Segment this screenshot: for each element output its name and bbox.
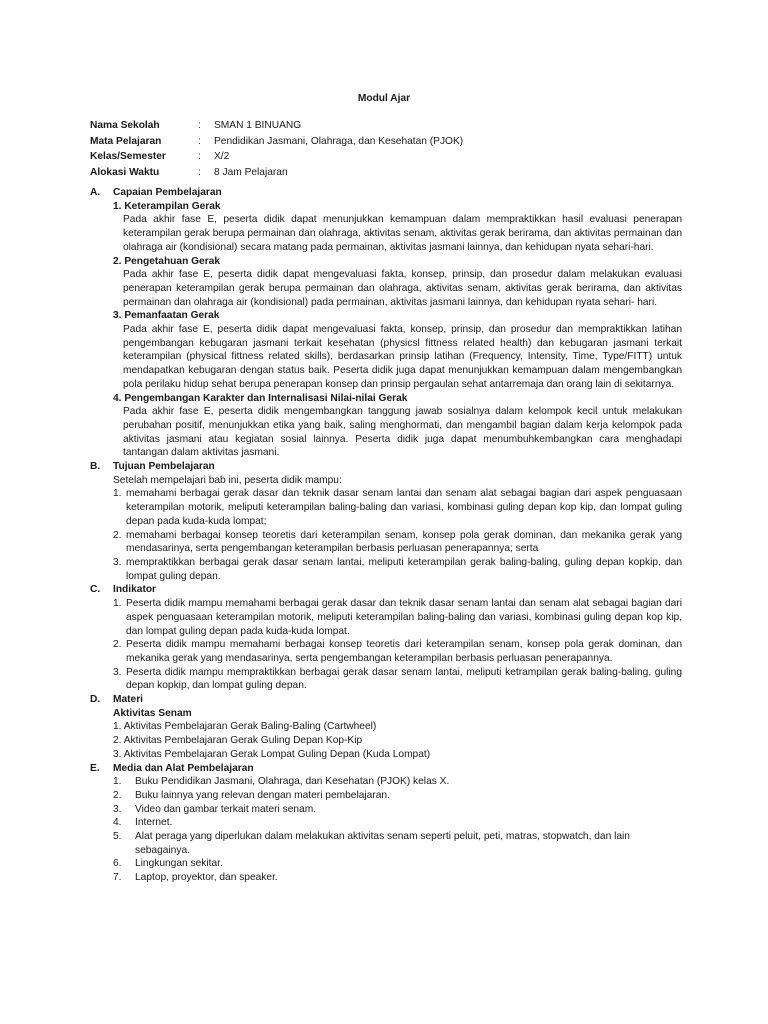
list-number: 3. [113, 803, 122, 815]
list-item [113, 871, 682, 885]
list-number: 3. [113, 556, 122, 568]
list-text: Peserta didik mampu memahami berbagai konsep teoretis dari keterampilan senam, konsep pola gerak dominan, dan mekanika gerak yang mendasarinya, serta pengembangan keterampilan berbasis perluasan penerapannya. [126, 639, 682, 664]
section-heading [90, 693, 682, 707]
list-item [113, 789, 682, 803]
list-item [113, 638, 682, 665]
section-title: Capaian Pembelajaran [113, 187, 222, 198]
material-item: 3. Aktivitas Pembelajaran Gerak Lompat Guling Depan (Kuda Lompat) [113, 748, 431, 760]
identity-separator: : [198, 166, 201, 178]
section-heading [90, 186, 682, 200]
subsection-text: Pada akhir fase E, peserta didik dapat mengevaluasi fakta, konsep, prinsip, dan prosedur dan mempraktikkan latihan pengembangan kebugaran jasmani terkait kesehatan (physicsl fittness related health) dan kebugaran jasmani terkait keterampilan (physical fittness related skills), berdasarkan prinsip latihan (Frequency, Intensity, Time, Type/FITT) untuk mendapatkan kebugaran dengan status baik. Peserta didik juga dapat menunjukkan kemampuan dalam mengembangkan pola perilaku hidup sehat berupa penerapan konsep dan prinsip pergaulan sehat antarremaja dan orang lain di sekitarnya. [123, 324, 682, 390]
media-list [113, 775, 682, 885]
indicator-list [113, 597, 682, 693]
identity-label: Mata Pelajaran [90, 135, 162, 147]
list-item [113, 487, 682, 528]
identity-row [90, 165, 463, 181]
section-letter: B. [90, 461, 101, 473]
list-text: memahami berbagai gerak dasar dan teknik dasar senam lantai dan senam alat sebagai bagian dari aspek penguasaan keterampilan motorik, meliputi keterampilan baling-baling dan variasi, kombinasi guling depan kop kip, dan lompat guling depan pada kuda-kuda lompat; [126, 488, 682, 527]
list-item [113, 857, 682, 871]
list-item [113, 666, 682, 693]
list-item [113, 830, 682, 857]
list-item [113, 816, 682, 830]
identity-label: Alokasi Waktu [90, 166, 160, 178]
section-letter: E. [90, 762, 100, 774]
list-item [113, 597, 682, 638]
identity-separator: : [198, 120, 201, 131]
section-letter: C. [90, 584, 101, 596]
section-heading [90, 460, 682, 474]
list-number: 2. [113, 639, 122, 651]
subsection-title: 2. Pengetahuan Gerak [113, 255, 221, 267]
list-number: 2. [113, 529, 122, 541]
section-letter: A. [90, 187, 101, 198]
list-number: 1. [113, 598, 122, 610]
list-number: 2. [113, 789, 122, 801]
identity-value: Pendidikan Jasmani, Olahraga, dan Kesehatan (PJOK) [214, 135, 464, 147]
section-title: Tujuan Pembelajaran [113, 461, 215, 473]
section-letter: D. [90, 694, 101, 706]
list-item [113, 803, 682, 817]
objective-list [113, 487, 682, 583]
list-text: Buku lainnya yang relevan dengan materi pembelajaran. [135, 789, 390, 801]
subsection-text: Pada akhir fase E, peserta didik dapat mengevaluasi fakta, konsep, prinsip, dan prosedur dalam melakukan evaluasi penerapan keterampilan gerak berupa permainan dan olahraga, aktivitas senam, aktivitas gerak berirama, dan aktivitas permainan dan olahraga air (kondisional) pada permainan, aktivitas jasmani lainnya, dan kehidupan nyata sehari- hari. [123, 269, 682, 308]
identity-value: 8 Jam Pelajaran [214, 166, 288, 178]
list-item [113, 556, 682, 583]
list-text: Peserta didik mampu mempraktikkan berbagai gerak dasar senam lantai, meliputi ketrampilan gerak baling-baling, guling depan kopkip, dan lompat guling depan. [126, 666, 682, 692]
list-number: 1. [113, 488, 122, 500]
subsection-text: Pada akhir fase E, peserta didik mengembangkan tanggung jawab sosialnya dalam kelompok kecil untuk melakukan perubahan positif, menunjukkan etika yang baik, saling menghormati, dan mengambil bagian dalam kerja kelompok pada aktivitas jasmani atau kegiatan sosial lainnya. Peserta didik juga dapat menumbuhkembangkan cara menghadapi tantangan dalam aktivitas jasmani. [123, 406, 682, 459]
identity-label: Nama Sekolah [90, 120, 160, 131]
list-text: Lingkungan sekitar. [135, 858, 223, 870]
identity-block [90, 118, 463, 180]
subsection-text: Pada akhir fase E, peserta didik dapat menunjukkan kemampuan dalam mempraktikkan hasil evaluasi penerapan keterampilan gerak berupa permainan dan olahraga, aktivitas senam, aktivitas gerak berirama, dan aktivitas permainan dan olahraga air (kondisional) secara matang pada permainan, aktivitas jasmani lainnya, dan kehidupan nyata sehari-hari. [123, 214, 682, 253]
list-number: 3. [113, 666, 122, 678]
section-title: Materi [113, 694, 144, 706]
subsection-title: 4. Pengembangan Karakter dan Internalisasi Nilai-nilai Gerak [113, 392, 408, 404]
list-text: Internet. [135, 817, 173, 829]
section-heading [90, 762, 682, 776]
subsection-title: Aktivitas Senam [113, 707, 192, 719]
list-text: memahami berbagai konsep teoretis dari keterampilan senam, konsep pola gerak dominan, dan mekanika gerak yang mendasarinya, serta pengembangan keterampilan berbasis perluasan penerapannya; serta [126, 529, 682, 555]
section-intro: Setelah mempelajari bab ini, peserta didik mampu: [113, 474, 342, 486]
list-number: 7. [113, 872, 122, 884]
list-text: Alat peraga yang diperlukan dalam melakukan aktivitas senam seperti peluit, peti, matras, stopwatch, dan lain sebagainya. [135, 831, 630, 856]
document-title: Modul Ajar [357, 93, 411, 104]
identity-row [90, 134, 463, 150]
identity-label: Kelas/Semester [90, 151, 166, 163]
identity-row [90, 149, 463, 165]
identity-value: X/2 [214, 151, 230, 163]
identity-separator: : [198, 151, 201, 163]
list-text: Buku Pendidikan Jasmani, Olahraga, dan Kesehatan (PJOK) kelas X. [135, 776, 450, 788]
list-text: Video dan gambar terkait materi senam. [135, 803, 317, 815]
list-item [113, 529, 682, 556]
identity-separator: : [198, 135, 201, 147]
subsection-title: 3. Pemanfaatan Gerak [113, 310, 220, 322]
identity-row [90, 118, 463, 134]
document-body [90, 186, 682, 885]
material-item: 2. Aktivitas Pembelajaran Gerak Guling Depan Kop-Kip [113, 735, 363, 747]
list-text: Laptop, proyektor, dan speaker. [135, 872, 278, 884]
list-text: mempraktikkan berbagai gerak dasar senam lantai, meliputi keterampilan gerak baling-baling, guling depan kopkip, dan lompat guling depan. [126, 556, 682, 582]
list-text: Peserta didik mampu memahami berbagai gerak dasar dan teknik dasar senam lantai dan senam alat sebagai bagian dari aspek penguasaan keterampilan motorik, meliputi keterampilan baling-baling dan variasi, kombinasi guling depan kop kip, dan lompat guling depan pada kuda-kuda lompat. [126, 598, 682, 637]
material-item: 1. Aktivitas Pembelajaran Gerak Baling-Baling (Cartwheel) [113, 721, 377, 733]
list-number: 1. [113, 776, 122, 788]
list-number: 4. [113, 817, 122, 829]
list-number: 6. [113, 858, 122, 870]
list-number: 5. [113, 831, 122, 843]
identity-value: SMAN 1 BINUANG [214, 120, 302, 131]
subsection-title: 1. Keterampilan Gerak [113, 200, 221, 212]
list-item [113, 775, 682, 789]
section-heading [90, 583, 682, 597]
section-title: Indikator [113, 584, 157, 596]
section-title: Media dan Alat Pembelajaran [113, 762, 254, 774]
